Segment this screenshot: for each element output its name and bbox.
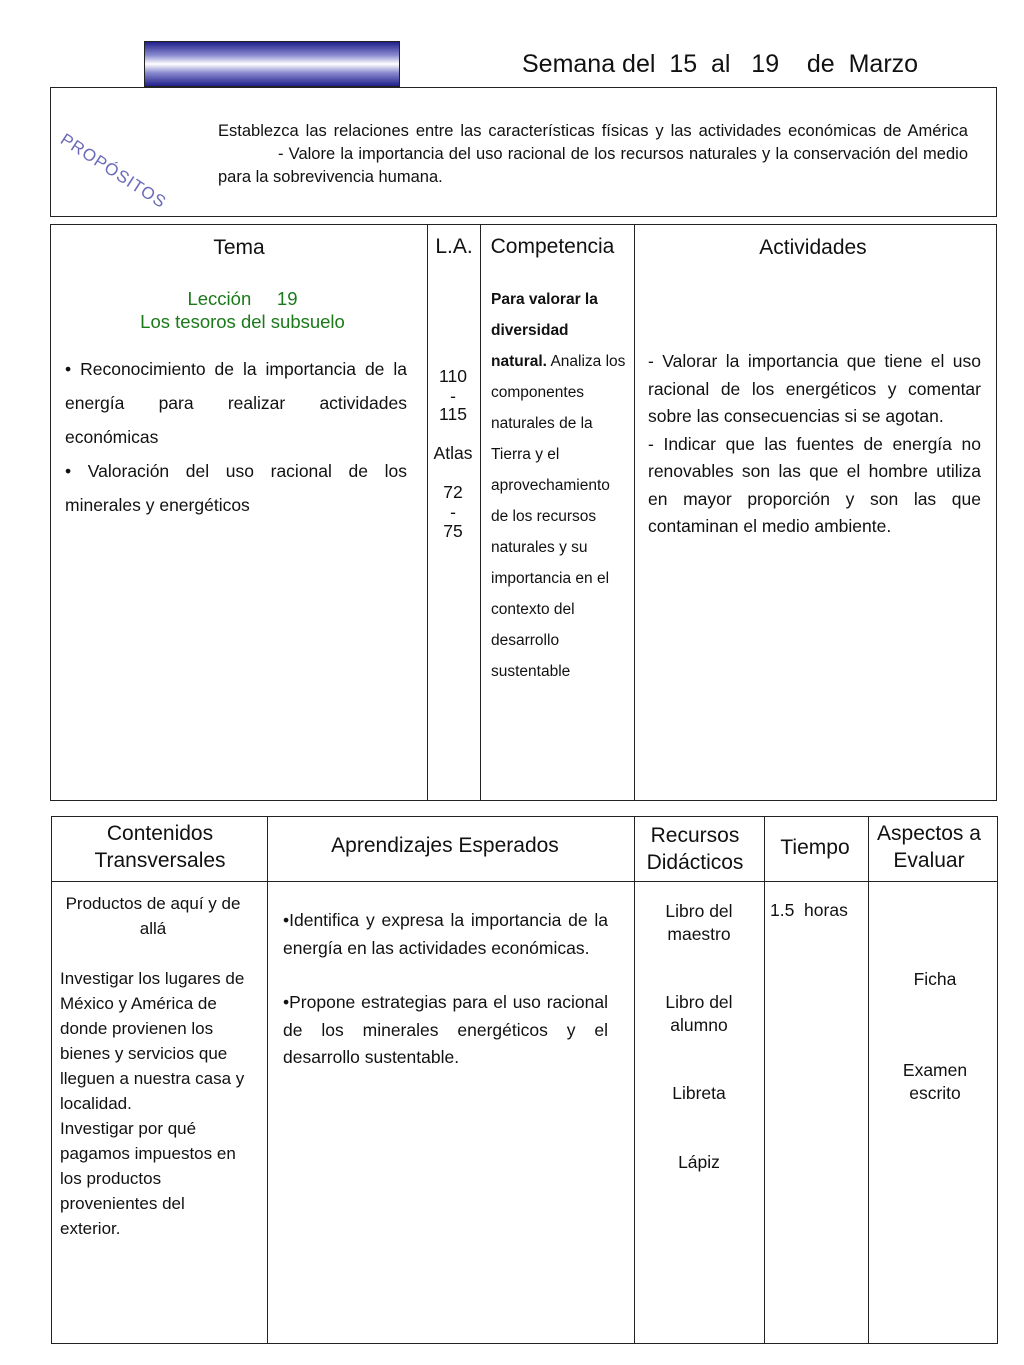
header-aspectos: Aspectos a Evaluar [877, 822, 981, 872]
recurso-item: Lápiz [678, 1152, 720, 1172]
header-actividades: Actividades [759, 236, 867, 259]
header-tema: Tema [213, 236, 265, 259]
aprendizaje-item: •Propone estrategias para el uso racional de los minerales energéticos y el desarrollo sustentable. [283, 992, 608, 1067]
la-dash: - [450, 502, 456, 522]
competencia-text [491, 284, 626, 687]
la-pages-start: 110 [439, 366, 467, 386]
column-divider [764, 817, 765, 1343]
header-tiempo: Tiempo [780, 836, 850, 859]
column-divider [267, 817, 268, 1343]
aspecto-item: Ficha [913, 969, 957, 989]
la-atlas-end: 75 [443, 521, 463, 541]
column-divider [634, 817, 635, 1343]
column-divider [634, 225, 635, 800]
purpose-text-part1: Establezca las relaciones entre las características físicas y las actividades económicas de América [218, 122, 968, 140]
tiempo-value: 1.5 horas [770, 900, 848, 920]
purpose-text [218, 120, 968, 189]
tema-item: • Reconocimiento de la importancia de la energía para realizar actividades económicas [65, 359, 407, 447]
aprendizajes-list [283, 907, 608, 1072]
aspecto-item: Examen escrito [902, 1060, 968, 1103]
header-contenidos: Contenidos Transversales [94, 822, 226, 872]
recurso-item: Libreta [672, 1083, 726, 1103]
row-divider [52, 881, 997, 882]
competencia-body: Analiza los componentes naturales de la Tierra y el aprovechamiento de los recursos naturales y su importancia en el contexto del desarrollo sustentable [491, 353, 626, 680]
week-title: Semana del 15 al 19 de Marzo [522, 50, 919, 78]
la-atlas-start: 72 [443, 482, 463, 502]
la-pages-end: 115 [439, 404, 467, 424]
lesson-title: Los tesoros del subsuelo [140, 311, 345, 332]
aprendizaje-item: •Identifica y expresa la importancia de la energía en las actividades económicas. [283, 910, 608, 958]
actividad-item: - Indicar que las fuentes de energía no renovables son las que el hombre utiliza en mayor proporción y son las que contaminan el medio ambiente. [648, 433, 981, 536]
bullet-icon: • [65, 359, 81, 379]
header-competencia: Competencia [490, 235, 615, 258]
la-atlas: Atlas [433, 443, 473, 463]
actividades-list [648, 348, 981, 541]
la-dash: - [450, 386, 456, 406]
tema-list [65, 352, 407, 522]
contenidos-title: Productos de aquí y de allá [65, 894, 241, 938]
recurso-item: Libro del alumno [665, 992, 733, 1035]
lesson-number: Lección 19 [187, 288, 298, 309]
tema-item: • Valoración del uso racional de los minerales y energéticos [65, 461, 407, 515]
header-recursos: Recursos Didácticos [646, 824, 744, 874]
header-aprendizajes: Aprendizajes Esperados [331, 834, 559, 857]
header-la: L.A. [435, 235, 473, 258]
recurso-item: Libro del maestro [665, 901, 733, 944]
competencia-heading: Para valorar la diversidad natural. [491, 291, 598, 370]
bullet-icon: • [65, 461, 88, 481]
purpose-text-part2: - Valore la importancia del uso racional de los recursos naturales y la conservación del medio para la sobrevivencia humana. [218, 145, 968, 186]
contenidos-paragraph: Investigar por qué pagamos impuestos en los productos provenientes del exterior. [60, 1119, 236, 1238]
purpose-label: PROPÓSITOS [57, 129, 170, 213]
actividad-item: - Valorar la importancia que tiene el uso racional de los energéticos y comentar sobre las consecuencias si se agotan. [648, 351, 981, 426]
header-decorative-bar [144, 41, 400, 87]
column-divider [480, 225, 481, 800]
contenidos-paragraph: Investigar los lugares de México y América de donde provienen los bienes y servicios que lleguen a nuestra casa y localidad. [60, 969, 245, 1113]
column-divider [868, 817, 869, 1343]
